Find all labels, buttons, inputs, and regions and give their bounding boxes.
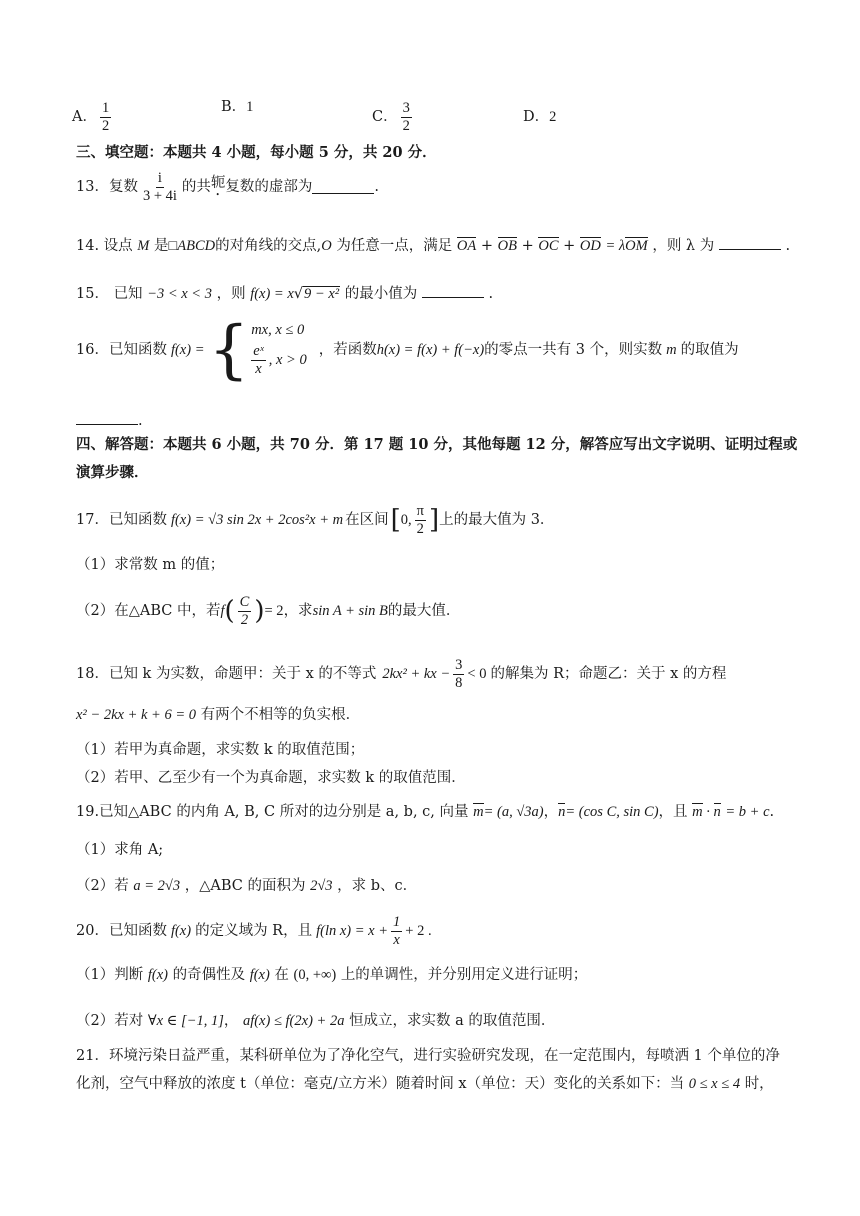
question-18: 18． 已知 k 为实数，命题甲：关于 x 的不等式 2kx² + kx − $\frac{3}{8}$ < 0 的解集为 R；命题乙：关于 x 的方程 [76, 657, 727, 691]
question-14: 14. 设点 M 是□ABCD的对角线的交点,O 为任意一点，满足 OA + OB + OC + OD = λOM ，则 λ 为 . [76, 238, 791, 254]
q18-part-2: （2）若甲、乙至少有一个为真命题，求实数 k 的取值范围． [76, 770, 466, 786]
option-a-fraction: $\frac{1}{2}$ [101, 100, 110, 134]
q13-number: 13． [76, 178, 109, 195]
q16-piecewise: mx, x ≤ 0 $\frac{\text{eˣ}}{x}$ , x > 0 [251, 321, 307, 377]
q13-answer-blank[interactable] [312, 181, 374, 194]
q17-part-1: （1）求常数 m 的值； [76, 557, 225, 573]
option-c-label: C． [372, 108, 398, 125]
question-21-line-1: 21．环境污染日益严重，某科研单位为了净化空气，进行实验研究发现，在一定范围内，每喷洒 1 个单位的净 [76, 1048, 780, 1064]
section-4-heading-line-1: 四、解答题：本题共 6 小题，共 70 分．第 17 题 10 分，其他每题 12 分，解答应写出文字说明、证明过程或 [76, 436, 798, 453]
q16-answer-blank[interactable] [76, 412, 138, 425]
option-b-value: 1 [246, 99, 254, 115]
q15-answer-blank[interactable] [422, 285, 484, 298]
option-a [72, 100, 114, 134]
question-21-line-2: 化剂，空气中释放的浓度 t（单位：毫克/立方米）随着时间 x（单位：天）变化的关系如下：当 0 ≤ x ≤ 4 时， [76, 1076, 774, 1092]
q14-answer-blank[interactable] [719, 237, 781, 250]
q17-part-2: （2）在△ABC 中，若 f ( $\frac{C}{2}$ ) = 2 ，求 sin A + sin B 的最大值． [76, 594, 461, 628]
section-3-heading: 三、填空题：本题共 4 小题，每小题 5 分，共 20 分． [76, 144, 437, 161]
q20-part-1: （1）判断 f(x) 的奇偶性及 f(x) 在 (0, +∞) 上的单调性，并分别用定义进行证明； [76, 967, 588, 983]
question-13: 13． 复数 $\frac{i}{3 + 4i}$ 的共 轭 复数的虚部为 . [76, 170, 380, 204]
question-17: 17． 已知函数 f(x) = √3 sin 2x + 2cos²x + m 在区间 [ 0, $\frac{\pi}{2}$ ] 上的最大值为 3． [76, 503, 555, 537]
q19-part-2: （2）若 a = 2√3 ，△ABC 的面积为 2√3 ，求 b、c． [76, 878, 418, 894]
option-a-label: A． [72, 108, 97, 125]
q13-fraction: $\frac{i}{3 + 4i}$ [142, 170, 177, 204]
option-d-label: D． [523, 109, 550, 125]
q18-line-2: x² − 2kx + k + 6 = 0 有两个不相等的负实根． [76, 707, 361, 723]
option-c [372, 100, 415, 134]
q19-part-1: （1）求角 A; [76, 842, 164, 858]
q20-part-2: （2）若对 ∀x ∈ [−1, 1]， af(x) ≤ f(2x) + 2a 恒成立，求实数 a 的取值范围． [76, 1013, 556, 1029]
q18-part-1: （1）若甲为真命题，求实数 k 的取值范围； [76, 742, 365, 758]
q16-answer-line: . [76, 412, 796, 429]
option-d-value: 2 [549, 109, 557, 125]
question-16: 16． 已知函数 f(x) = { mx, x ≤ 0 $\frac{\text{eˣ}}{x}$ , x > 0 ，若函数 h(x) = f(x) + f(−x) 的零点一共有 3 个，则实数 m 的取值为 [76, 313, 739, 387]
option-b [221, 100, 253, 115]
option-b-label: B． [221, 99, 247, 115]
question-19: 19.已知△ABC 的内角 A, B, C 所对的边分别是 a, b, c, 向量 m= (a, √3a)，n= (cos C, sin C)，且 m · n = b + c. [76, 804, 775, 820]
question-20: 20． 已知函数 f(x) 的定义域为 R，且 f(ln x) = x + $\frac{1}{x}$ + 2 . [76, 914, 432, 948]
option-c-fraction: $\frac{3}{2}$ [402, 100, 410, 134]
question-15: 15． 已知 −3 < x < 3 ，则 f(x) = x√9 − x² 的最小值为 . [76, 286, 494, 302]
option-d [523, 110, 556, 125]
section-4-heading-line-2: 演算步骤． [76, 464, 149, 481]
